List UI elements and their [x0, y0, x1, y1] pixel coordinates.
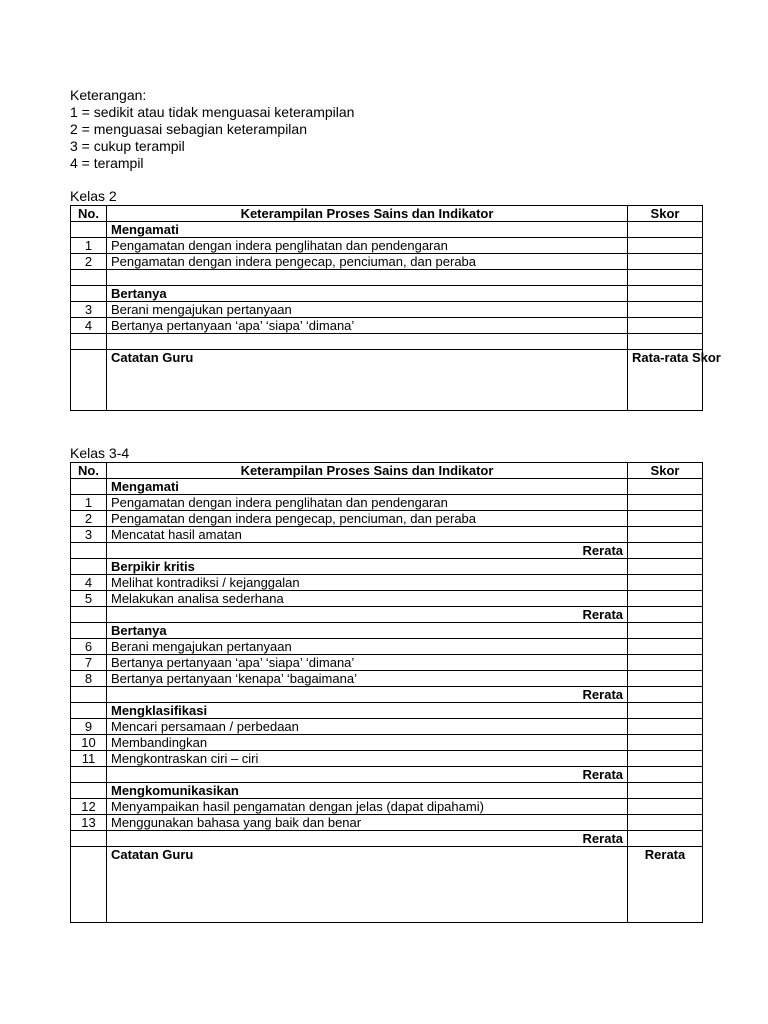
section-no-cell	[71, 479, 107, 495]
item-text: Pengamatan dengan indera pengecap, penciuman, dan peraba	[107, 254, 628, 270]
section-title: Mengamati	[107, 222, 628, 238]
table-row	[71, 799, 703, 815]
header-score: Skor	[628, 463, 703, 479]
item-text: Melakukan analisa sederhana	[107, 591, 628, 607]
item-text: Bertanya pertanyaan ‘apa’ ‘siapa’ ‘dimana’	[107, 318, 628, 334]
table-row	[71, 302, 703, 318]
item-no: 12	[71, 799, 107, 815]
legend-item: 1 = sedikit atau tidak menguasai keterampilan	[70, 104, 355, 120]
legend	[70, 87, 354, 172]
rerata-label: Rerata	[107, 767, 628, 783]
item-no: 1	[71, 238, 107, 254]
blank-row	[71, 270, 703, 286]
header-row	[71, 463, 703, 479]
item-no: 7	[71, 655, 107, 671]
table-row	[71, 639, 703, 655]
table-row	[71, 735, 703, 751]
score-cell	[628, 511, 703, 527]
item-text: Menggunakan bahasa yang baik dan benar	[107, 815, 628, 831]
blank-cell	[71, 767, 107, 783]
score-cell	[628, 671, 703, 687]
section-row	[71, 783, 703, 799]
legend-item: 3 = cukup terampil	[70, 138, 185, 154]
table-row	[71, 495, 703, 511]
item-no: 4	[71, 575, 107, 591]
item-no: 11	[71, 751, 107, 767]
rerata-row	[71, 831, 703, 847]
blank-cell	[71, 687, 107, 703]
notes-row	[71, 350, 703, 411]
legend-item: 4 = terampil	[70, 155, 144, 171]
score-cell	[628, 703, 703, 719]
item-text: Mencatat hasil amatan	[107, 527, 628, 543]
section-no-cell	[71, 783, 107, 799]
header-no: No.	[71, 206, 107, 222]
section-no-cell	[71, 559, 107, 575]
score-cell	[628, 479, 703, 495]
score-cell	[628, 302, 703, 318]
section-row	[71, 479, 703, 495]
score-cell	[628, 751, 703, 767]
section-no-cell	[71, 286, 107, 302]
score-cell	[628, 591, 703, 607]
table-row	[71, 575, 703, 591]
item-text: Melihat kontradiksi / kejanggalan	[107, 575, 628, 591]
table-row	[71, 591, 703, 607]
item-text: Bertanya pertanyaan ‘apa’ ‘siapa’ ‘dimana’	[107, 655, 628, 671]
rerata-label: Rerata	[107, 607, 628, 623]
kelas34-label: Kelas 3-4	[70, 445, 130, 461]
average-score-label: Rerata	[628, 847, 703, 923]
rerata-label: Rerata	[107, 687, 628, 703]
item-text: Pengamatan dengan indera pengecap, penciuman, dan peraba	[107, 511, 628, 527]
score-cell	[628, 318, 703, 334]
score-cell	[628, 495, 703, 511]
score-cell	[628, 783, 703, 799]
table-row	[71, 254, 703, 270]
score-cell	[628, 543, 703, 559]
legend-title: Keterangan:	[70, 87, 147, 103]
score-cell	[628, 559, 703, 575]
section-title: Bertanya	[107, 286, 628, 302]
table-row	[71, 671, 703, 687]
header-no: No.	[71, 463, 107, 479]
table-row	[71, 238, 703, 254]
header-indicator: Keterampilan Proses Sains dan Indikator	[107, 206, 628, 222]
blank-cell	[71, 543, 107, 559]
header-indicator: Keterampilan Proses Sains dan Indikator	[107, 463, 628, 479]
blank-cell	[71, 334, 107, 350]
rerata-row	[71, 687, 703, 703]
section-row	[71, 623, 703, 639]
score-cell	[628, 623, 703, 639]
section-title: Berpikir kritis	[107, 559, 628, 575]
score-cell	[628, 254, 703, 270]
section-no-cell	[71, 623, 107, 639]
item-text: Mencari persamaan / perbedaan	[107, 719, 628, 735]
rerata-row	[71, 607, 703, 623]
item-no: 4	[71, 318, 107, 334]
item-text: Pengamatan dengan indera penglihatan dan pendengaran	[107, 238, 628, 254]
notes-row	[71, 847, 703, 923]
teacher-notes-label: Catatan Guru	[107, 847, 628, 923]
score-cell	[628, 815, 703, 831]
item-no: 3	[71, 527, 107, 543]
score-cell	[628, 687, 703, 703]
rubric-table-kelas34	[70, 462, 703, 923]
blank-cell	[71, 847, 107, 923]
item-no: 1	[71, 495, 107, 511]
item-text: Mengkontraskan ciri – ciri	[107, 751, 628, 767]
score-cell	[628, 238, 703, 254]
item-no: 2	[71, 254, 107, 270]
score-cell	[628, 639, 703, 655]
section-no-cell	[71, 703, 107, 719]
item-no: 2	[71, 511, 107, 527]
item-no: 3	[71, 302, 107, 318]
blank-cell	[107, 334, 628, 350]
section-row	[71, 703, 703, 719]
section-row	[71, 222, 703, 238]
table-row	[71, 815, 703, 831]
item-no: 10	[71, 735, 107, 751]
header-row	[71, 206, 703, 222]
item-text: Berani mengajukan pertanyaan	[107, 639, 628, 655]
score-cell	[628, 575, 703, 591]
average-score-label: Rata-rata Skor	[628, 350, 703, 411]
item-no: 6	[71, 639, 107, 655]
score-cell	[628, 719, 703, 735]
table-row	[71, 719, 703, 735]
item-text: Bertanya pertanyaan ‘kenapa’ ‘bagaimana’	[107, 671, 628, 687]
score-cell	[628, 222, 703, 238]
item-text: Berani mengajukan pertanyaan	[107, 302, 628, 318]
item-text: Pengamatan dengan indera penglihatan dan pendengaran	[107, 495, 628, 511]
item-no: 13	[71, 815, 107, 831]
score-cell	[628, 655, 703, 671]
rubric-table-kelas2	[70, 205, 721, 411]
blank-row	[71, 334, 703, 350]
score-cell	[628, 799, 703, 815]
teacher-notes-label: Catatan Guru	[107, 350, 628, 411]
item-text: Membandingkan	[107, 735, 628, 751]
blank-cell	[107, 270, 628, 286]
blank-cell	[71, 350, 107, 411]
table-row	[71, 527, 703, 543]
header-score: Skor	[628, 206, 703, 222]
section-title: Mengkomunikasikan	[107, 783, 628, 799]
blank-cell	[71, 607, 107, 623]
item-no: 8	[71, 671, 107, 687]
rerata-row	[71, 543, 703, 559]
table-row	[71, 751, 703, 767]
item-no: 5	[71, 591, 107, 607]
item-no: 9	[71, 719, 107, 735]
section-title: Mengklasifikasi	[107, 703, 628, 719]
score-cell	[628, 286, 703, 302]
score-cell	[628, 527, 703, 543]
blank-cell	[71, 270, 107, 286]
item-text: Menyampaikan hasil pengamatan dengan jelas (dapat dipahami)	[107, 799, 628, 815]
section-row	[71, 286, 703, 302]
score-cell	[628, 334, 703, 350]
section-title: Bertanya	[107, 623, 628, 639]
score-cell	[628, 270, 703, 286]
section-row	[71, 559, 703, 575]
rerata-row	[71, 767, 703, 783]
score-cell	[628, 607, 703, 623]
table-row	[71, 511, 703, 527]
blank-cell	[71, 831, 107, 847]
rerata-label: Rerata	[107, 543, 628, 559]
section-no-cell	[71, 222, 107, 238]
section-title: Mengamati	[107, 479, 628, 495]
table-row	[71, 655, 703, 671]
score-cell	[628, 767, 703, 783]
score-cell	[628, 735, 703, 751]
score-cell	[628, 831, 703, 847]
legend-item: 2 = menguasai sebagian keterampilan	[70, 121, 307, 137]
table-row	[71, 318, 703, 334]
rerata-label: Rerata	[107, 831, 628, 847]
kelas2-label: Kelas 2	[70, 188, 117, 204]
